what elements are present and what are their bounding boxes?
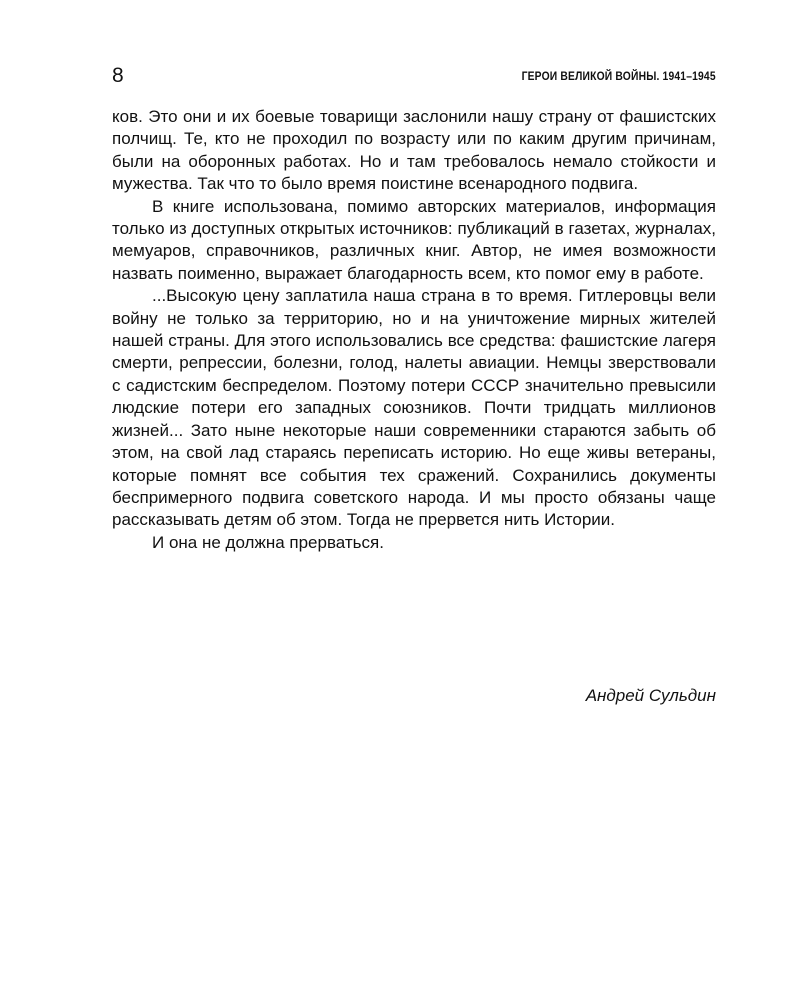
body-text xyxy=(112,106,716,554)
paragraph-closing: И она не должна прерваться. xyxy=(152,532,384,552)
page-header xyxy=(112,62,716,90)
paragraph-war-cost: ...Высокую цену заплатила наша страна в то время. Гитлеровцы вели войну не только за территорию, но и на уничтожение мирных жителей нашей страны. Для этого использовались все средства: фашистские лагеря смерти, репрессии, болезни, голод, налеты авиации. Немцы зверствовали с садистским беспределом. Поэтому потери СССР значительно превысили людские потери его западных союзников. Почти тридцать миллионов жизней... Зато ныне некоторые наши современники стараются забыть об этом, на свой лад стараясь переписать историю. Но еще живы ветераны, которые помнят все события тех сражений. Сохранились документы беспримерного подвига советского народа. И мы просто обязаны чаще рассказывать детям об этом. Тогда не прервется нить Истории. xyxy=(112,286,716,530)
page-number: 8 xyxy=(112,64,124,87)
paragraph-sources: В книге использована, помимо авторских материалов, информация только из доступных открытых источников: публикаций в газетах, журналах, мемуаров, справочников, различных книг. Автор, не имея возможности назвать поименно, выражает благодарность всем, кто помог ему в работе. xyxy=(112,196,716,283)
paragraph-continuation: ков. Это они и их боевые товарищи заслонили нашу страну от фашистских полчищ. Те, кто не проходил по возрасту или по каким другим причинам, были на оборонных работах. Но и там требовалось немало стойкости и мужества. Так что то было время поистине всенародного подвига. xyxy=(112,107,716,194)
author-signature: Андрей Сульдин xyxy=(585,686,716,705)
running-title: ГЕРОИ ВЕЛИКОЙ ВОЙНЫ. 1941–1945 xyxy=(521,69,716,83)
